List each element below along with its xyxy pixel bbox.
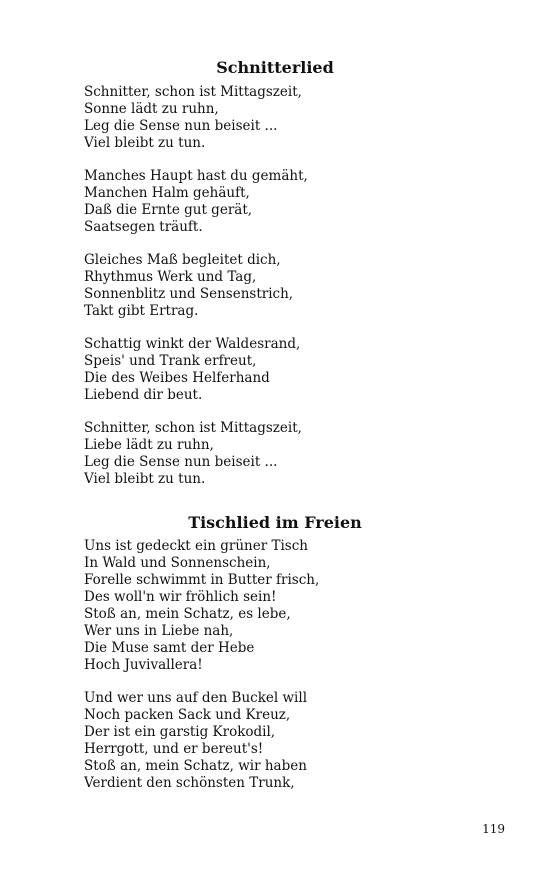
poem-tischlied-im-freien bbox=[84, 538, 504, 808]
verse-line: Speis' und Trank erfreut, bbox=[84, 353, 257, 369]
verse-line: Leg die Sense nun beiseit ... bbox=[84, 118, 278, 134]
stanza bbox=[84, 168, 504, 236]
stanza bbox=[84, 538, 504, 674]
verse-line: Viel bleibt zu tun. bbox=[84, 471, 206, 487]
verse-line: Saatsegen träuft. bbox=[84, 219, 203, 235]
verse-line: Die Muse samt der Hebe bbox=[84, 640, 255, 656]
verse-line: Die des Weibes Helferhand bbox=[84, 370, 270, 386]
verse-line: Takt gibt Ertrag. bbox=[84, 303, 199, 319]
verse-line: Schnitter, schon ist Mittagszeit, bbox=[84, 420, 302, 436]
verse-line: Der ist ein garstig Krokodil, bbox=[84, 724, 276, 740]
verse-line: Uns ist gedeckt ein grüner Tisch bbox=[84, 538, 308, 554]
verse-line: Wer uns in Liebe nah, bbox=[84, 623, 234, 639]
verse-line: Gleiches Maß begleitet dich, bbox=[84, 252, 281, 268]
verse-line: Noch packen Sack und Kreuz, bbox=[84, 707, 291, 723]
poem-schnitterlied bbox=[84, 84, 504, 504]
verse-line: Sonne lädt zu ruhn, bbox=[84, 101, 219, 117]
stanza bbox=[84, 420, 504, 488]
verse-line: Liebend dir beut. bbox=[84, 387, 203, 403]
page-number: 119 bbox=[482, 822, 505, 836]
verse-line: Herrgott, und er bereut's! bbox=[84, 741, 264, 757]
verse-line: Schattig winkt der Waldesrand, bbox=[84, 336, 301, 352]
verse-line: Manches Haupt hast du gemäht, bbox=[84, 168, 308, 184]
verse-line: Forelle schwimmt in Butter frisch, bbox=[84, 572, 320, 588]
verse-line: Leg die Sense nun beiseit ... bbox=[84, 454, 278, 470]
poem-title-tischlied: Tischlied im Freien bbox=[188, 513, 362, 532]
verse-line: Daß die Ernte gut gerät, bbox=[84, 202, 253, 218]
verse-line: Hoch Juvivallera! bbox=[84, 657, 203, 673]
stanza bbox=[84, 252, 504, 320]
verse-line: Des woll'n wir fröhlich sein! bbox=[84, 589, 277, 605]
stanza bbox=[84, 336, 504, 404]
verse-line: Verdient den schönsten Trunk, bbox=[84, 775, 295, 791]
verse-line: Liebe lädt zu ruhn, bbox=[84, 437, 214, 453]
verse-line: Stoß an, mein Schatz, es lebe, bbox=[84, 606, 291, 622]
stanza bbox=[84, 84, 504, 152]
verse-line: In Wald und Sonnenschein, bbox=[84, 555, 271, 571]
verse-line: Stoß an, mein Schatz, wir haben bbox=[84, 758, 307, 774]
verse-line: Sonnenblitz und Sensenstrich, bbox=[84, 286, 294, 302]
verse-line: Viel bleibt zu tun. bbox=[84, 135, 206, 151]
verse-line: Rhythmus Werk und Tag, bbox=[84, 269, 257, 285]
stanza bbox=[84, 690, 504, 792]
verse-line: Manchen Halm gehäuft, bbox=[84, 185, 250, 201]
verse-line: Und wer uns auf den Buckel will bbox=[84, 690, 308, 706]
verse-line: Schnitter, schon ist Mittagszeit, bbox=[84, 84, 302, 100]
poem-title-schnitterlied: Schnitterlied bbox=[216, 58, 334, 77]
